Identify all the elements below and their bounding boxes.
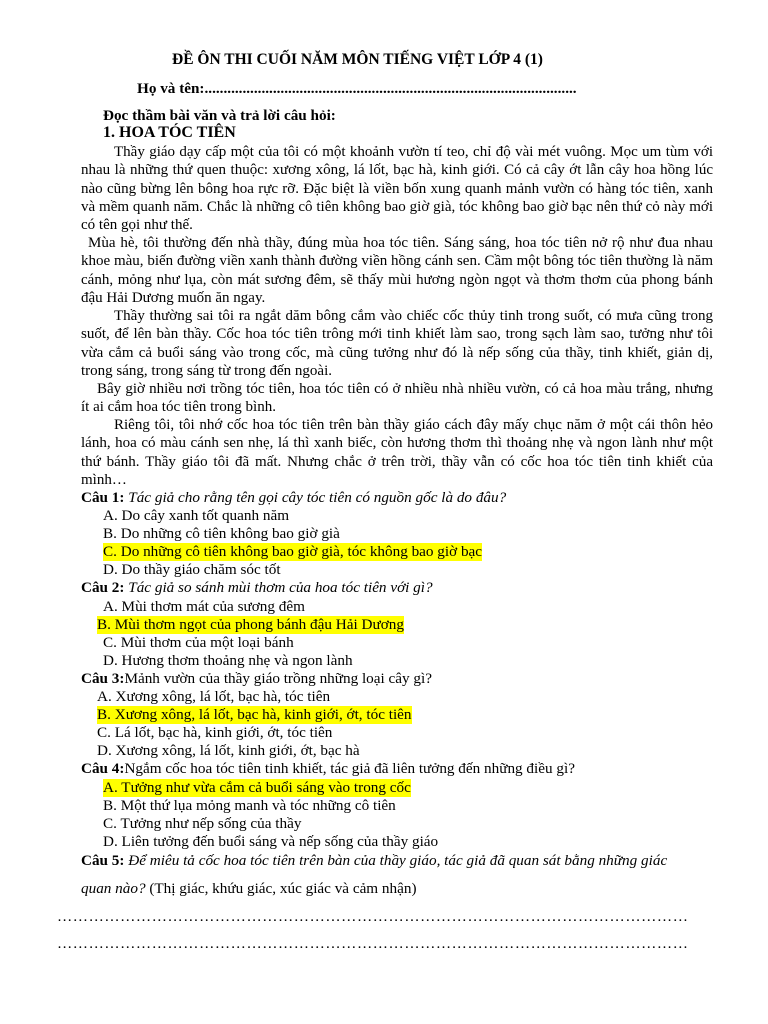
- question-label: Câu 5:: [81, 852, 125, 869]
- question-text: Mảnh vườn của thầy giáo trồng những loại cây gì?: [124, 670, 432, 687]
- option-b: B. Một thứ lụa mỏng manh và tóc những cô tiên: [103, 797, 396, 814]
- option-c: C. Lá lốt, bạc hà, kinh giới, ớt, tóc tiên: [97, 724, 333, 741]
- option-b-highlighted: B. Mùi thơm ngọt của phong bánh đậu Hải Dương: [97, 616, 404, 633]
- option-d: D. Xương xông, lá lốt, kinh giới, ớt, bạc hà: [97, 742, 360, 759]
- question-text: Tác giả so sánh mùi thơm của hoa tóc tiên với gì?: [128, 579, 433, 596]
- question-3: [81, 670, 432, 688]
- question-label: Câu 4:: [81, 760, 125, 777]
- page-title: ĐỀ ÔN THI CUỐI NĂM MÔN TIẾNG VIỆT LỚP 4 (1): [172, 51, 543, 68]
- option-c: C. Tưởng như nếp sống của thầy: [103, 815, 302, 832]
- option-d: D. Hương thơm thoảng nhẹ và ngon lành: [103, 652, 353, 669]
- question-5: [81, 852, 667, 870]
- answer-line[interactable]: …………………………………………………………………………………………………………: [57, 935, 689, 952]
- question-label: Câu 3:: [81, 670, 125, 687]
- story-paragraph: Thầy giáo dạy cấp một của tôi có một khoảnh vườn tí teo, chỉ độ vài mét vuông. Mọc um tùm với nhau là những thứ quen thuộc: xương xông, lá lốt, bạc hà, kinh giới. Có cả cây ớt lẫn cây hoa hồng lúc nào cũng bừng lên bông hoa rực rỡ. Đặc biệt là viền bốn xung quanh mảnh vườn có hàng tóc tiên, xanh và mềm quanh năm. Chắc là những cô tiên không bao giờ già, tóc không bao giờ bạc nên thứ cỏ này mới có tên gọi như thế.: [81, 144, 713, 234]
- question-4: [81, 760, 575, 778]
- story-heading: 1. HOA TÓC TIÊN: [103, 124, 236, 141]
- option-a-highlighted: A. Tưởng như vừa cắm cả buổi sáng vào trong cốc: [103, 779, 411, 796]
- question-answer: (Thị giác, khứu giác, xúc giác và cảm nhận): [149, 880, 417, 897]
- question-label: Câu 2:: [81, 579, 125, 596]
- story-paragraph: Mùa hè, tôi thường đến nhà thầy, đúng mùa hoa tóc tiên. Sáng sáng, hoa tóc tiên nở rộ như đua nhau khoe màu, biến đường viền xanh thành đường viền hồng cánh sen. Cầm một bông tóc tiên thường là năm cánh, mỏng như lụa, còn mát sương đêm, sẽ thấy mùi hương ngòn ngọt và thơm thơm của phong bánh đậu Hải Dương muốn ăn ngay.: [81, 235, 713, 306]
- question-label: Câu 1:: [81, 489, 125, 506]
- option-c-highlighted: C. Do những cô tiên không bao giờ già, tóc không bao giờ bạc: [103, 543, 483, 560]
- question-1: [81, 489, 506, 507]
- option-a: A. Do cây xanh tốt quanh năm: [103, 507, 290, 524]
- option-d: D. Liên tưởng đến buổi sáng và nếp sống của thầy giáo: [103, 833, 439, 850]
- student-name-line: Họ và tên:..................................................................................................: [137, 80, 577, 97]
- option-b: B. Do những cô tiên không bao giờ già: [103, 525, 340, 542]
- question-text: quan nào?: [81, 880, 146, 897]
- reading-instruction: Đọc thầm bài văn và trả lời câu hỏi:: [103, 107, 336, 124]
- option-c: C. Mùi thơm của một loại bánh: [103, 634, 294, 651]
- question-text: Tác giả cho rằng tên gọi cây tóc tiên có nguồn gốc là do đâu?: [128, 489, 507, 506]
- question-text: Để miêu tả cốc hoa tóc tiên trên bàn của thầy giáo, tác giả đã quan sát bằng những giác: [128, 852, 668, 869]
- story-paragraph: Thầy thường sai tôi ra ngắt dăm bông cắm vào chiếc cốc thủy tinh trong suốt, có mưa cũng trong suốt, để lên bàn thầy. Cốc hoa tóc tiên trông mới tinh khiết làm sao, trong sạch làm sao, tưởng như tôi vừa cắm cả buổi sáng vào trong cốc, mà cũng tưởng như đó là nếp sống của thầy, tinh khiết, giản dị, trong sáng, trong sáng từ trong đến ngoài.: [81, 308, 713, 379]
- story-paragraph: Bây giờ nhiều nơi trồng tóc tiên, hoa tóc tiên có ở nhiều nhà nhiều vườn, có cả hoa màu trắng, nhưng ít ai cắm hoa tóc tiên trong bình.: [81, 381, 713, 416]
- option-b-highlighted: B. Xương xông, lá lốt, bạc hà, kinh giới, ớt, tóc tiên: [97, 706, 412, 723]
- option-a: A. Mùi thơm mát của sương đêm: [103, 598, 305, 615]
- question-text: Ngắm cốc hoa tóc tiên tinh khiết, tác giả đã liên tưởng đến những điều gì?: [124, 760, 575, 777]
- option-d: D. Do thầy giáo chăm sóc tốt: [103, 561, 281, 578]
- question-5-continued: [81, 880, 417, 898]
- answer-line[interactable]: …………………………………………………………………………………………………………: [57, 908, 689, 925]
- story-paragraph: Riêng tôi, tôi nhớ cốc hoa tóc tiên trên bàn thầy giáo cách đây mấy chục năm ở một cái thôn hẻo lánh, hoa có màu cánh sen nhẹ, lá thì xanh biếc, còn hương thơm thì thoảng nhẹ và ngon lành như một thứ bánh. Thầy giáo tôi đã mất. Nhưng chắc ở trên trời, thầy vẫn có cốc hoa tóc tiên tinh khiết của mình…: [81, 417, 713, 488]
- option-a: A. Xương xông, lá lốt, bạc hà, tóc tiên: [97, 688, 331, 705]
- question-2: [81, 579, 433, 597]
